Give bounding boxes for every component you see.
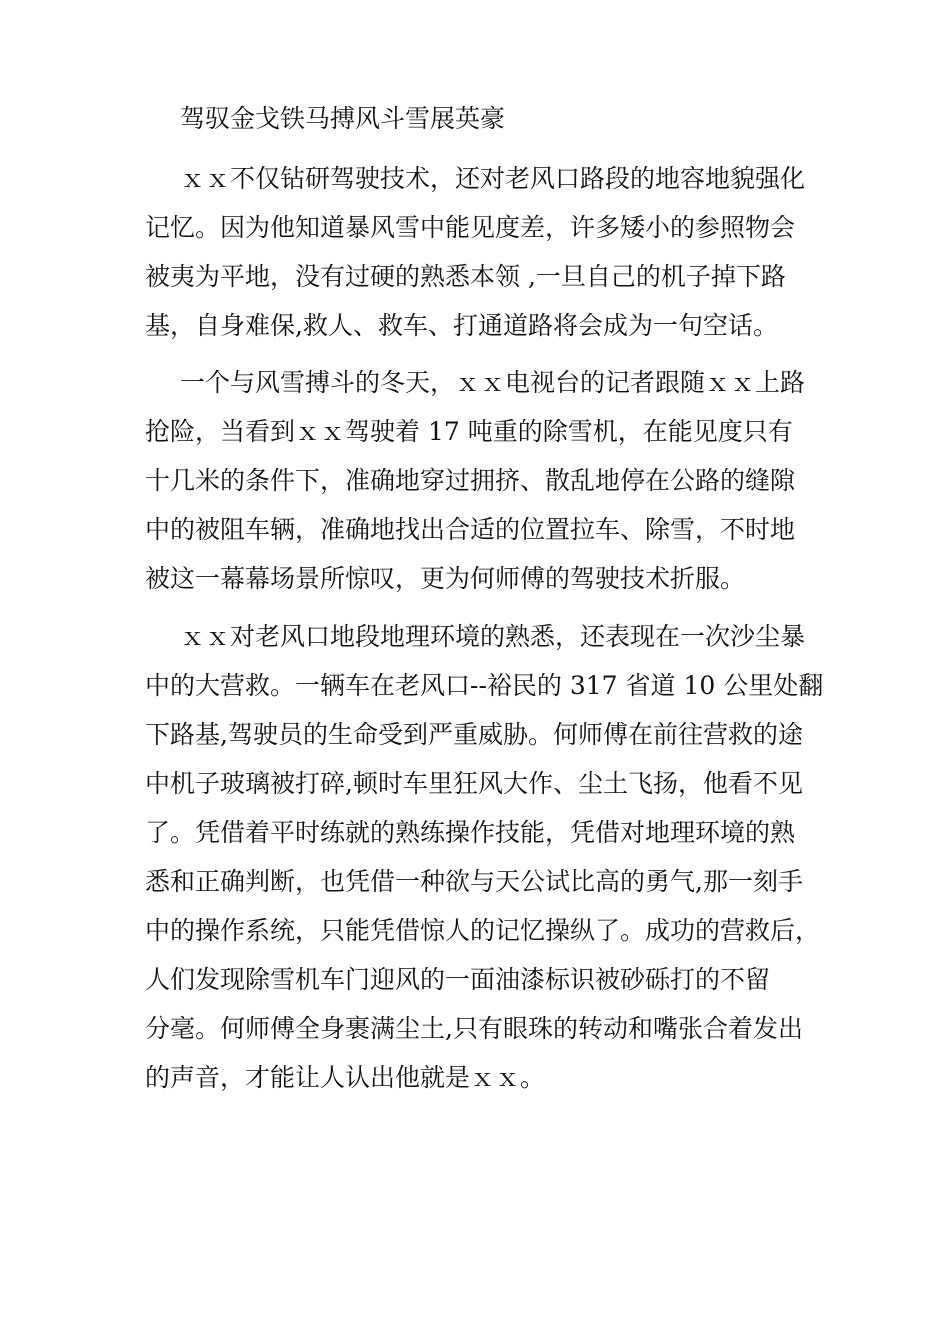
text-line: 中的操作系统，只能凭借惊人的记忆操纵了。成功的营救后，	[145, 916, 821, 945]
text-line: 基，自身难保,救人、救车、打通道路将会成为一句空话。	[145, 311, 778, 340]
text-line: 中的大营救。一辆车在老风口--裕民的 317 省道 10 公里处翻	[145, 671, 824, 700]
text-line: 悉和正确判断，也凭借一种欲与天公试比高的勇气,那一刻手	[145, 867, 803, 896]
text-line: 一个与风雪搏斗的冬天，ｘｘ电视台的记者跟随ｘｘ上路	[180, 368, 806, 397]
document-title: 驾驭金戈铁马搏风斗雪展英豪	[180, 104, 506, 133]
text-line: 抢险，当看到ｘｘ驾驶着 17 吨重的除雪机，在能见度只有	[145, 417, 793, 446]
text-line: 分毫。何师傅全身裹满尘土,只有眼珠的转动和嘴张合着发出	[145, 1014, 803, 1043]
text-line: 的声音，才能让人认出他就是ｘｘ。	[145, 1063, 546, 1092]
paragraph-2	[145, 358, 805, 603]
paragraph-3	[145, 612, 823, 1102]
text-line: 记忆。因为他知道暴风雪中能见度差，许多矮小的参照物会	[145, 213, 796, 242]
text-line: 下路基,驾驶员的生命受到严重威胁。何师傅在前往营救的途	[145, 720, 803, 749]
text-line: 中的被阻车辆，准确地找出合适的位置拉车、除雪，不时地	[145, 515, 796, 544]
text-line: 被这一幕幕场景所惊叹，更为何师傅的驾驶技术折服。	[145, 564, 746, 593]
text-line: 人们发现除雪机车门迎风的一面油漆标识被砂砾打的不留	[145, 965, 771, 994]
text-line: 十几米的条件下，准确地穿过拥挤、散乱地停在公路的缝隙	[145, 466, 796, 495]
text-line: ｘｘ不仅钻研驾驶技术，还对老风口路段的地容地貌强化	[180, 164, 806, 193]
text-line: 被夷为平地，没有过硬的熟悉本领 ,一旦自己的机子掉下路	[145, 262, 786, 291]
paragraph-1	[145, 154, 805, 350]
text-line: 中机子玻璃被打碎,顿时车里狂风大作、尘土飞扬，他看不见	[145, 769, 803, 798]
text-line: ｘｘ对老风口地段地理环境的熟悉，还表现在一次沙尘暴	[180, 622, 806, 651]
text-line: 了。凭借着平时练就的熟练操作技能，凭借对地理环境的熟	[145, 818, 796, 847]
